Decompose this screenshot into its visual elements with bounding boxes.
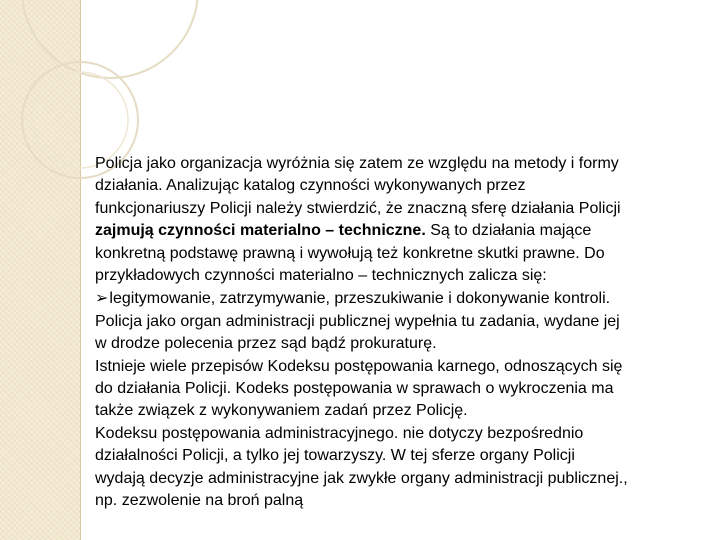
text-line: Policja jako organ administracji publicznej wypełnia tu zadania, wydane jej [95,312,620,330]
text-line: w drodze polecenia przez sąd bądź prokuraturę. [95,335,437,353]
text-line: do działania Policji. Kodeks postępowania w sprawach o wykroczenia ma [95,380,614,398]
text-line: np. zezwolenie na broń palną [95,492,304,510]
side-panel-edge [80,0,81,540]
text-line: Kodeksu postępowania administracyjnego. nie dotyczy bezpośrednio [95,424,584,442]
text-line: konkretną podstawę prawną i wywołują też konkretne skutki prawne. Do [95,244,605,262]
text-line: Istnieje wiele przepisów Kodeksu postępowania karnego, odnoszących się [95,357,623,375]
bullet-text: legitymowanie, zatrzymywanie, przeszukiwanie i dokonywanie kontroli. [109,290,611,308]
text-line: funkcjonariuszy Policji należy stwierdzić, że znaczną sferę działania Policji [95,199,621,217]
decorative-side-panel [0,0,80,540]
text-line: także związek z wykonywaniem zadań przez Policję. [95,402,468,420]
text-line: Policja jako organizacja wyróżnia się zatem ze względu na metody i formy [95,155,619,172]
text-line: działalności Policji, a tylko jej towarzyszy. W tej sferze organy Policji [95,447,575,465]
text-line: wydają decyzje administracyjne jak zwykłe organy administracji publicznej., [95,469,628,487]
text-line: działania. Analizując katalog czynności wykonywanych przez [95,177,526,195]
bullet-line [95,287,705,310]
bold-phrase: zajmują czynności materialno – techniczne. [95,222,426,240]
slide-body-text [95,153,705,513]
arrow-bullet-icon: ➢ [95,288,109,308]
text-fragment: Są to działania mające [425,222,592,240]
text-line: przykładowych czynności materialno – technicznych zalicza się: [95,267,547,285]
text-line [95,220,705,242]
